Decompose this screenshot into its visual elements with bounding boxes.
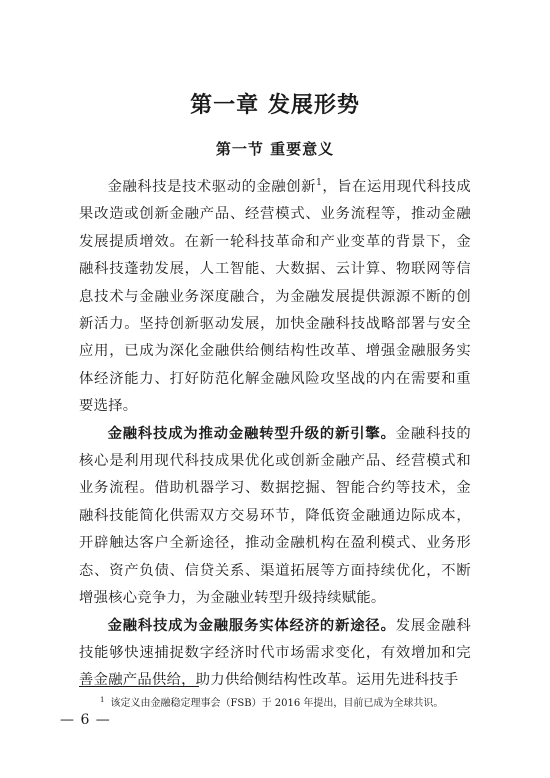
footnote-text: 该定义由金融稳定理事会（FSB）于 2016 年提出，目前已成为全球共识。 <box>110 698 444 709</box>
paragraph-3-lead: 金融科技成为金融服务实体经济的新途径。 <box>107 617 396 634</box>
chapter-title: 第一章 发展形势 <box>190 93 360 118</box>
paragraph-1 <box>79 174 471 421</box>
paragraph-2-text: 金融科技的核心是利用现代科技成果优化或创新金融产品、经营模式和业务流程。借助机器学习、数据挖掘、智能合约等技术，金融科技能简化供需双方交易环节，降低资金融通边际成本，开辟触达客户全新途径，推动金融机构在盈利模式、业务形态、资产负债、信贷关系、渠道拓展等方面持续优化，不断增强核心竞争力，为金融业转型升级持续赋能。 <box>79 425 472 607</box>
body-text <box>79 174 471 695</box>
section-title: 第一节 重要意义 <box>215 140 335 158</box>
footnote-marker: 1 <box>100 695 105 704</box>
footnote <box>100 697 500 711</box>
footnote-ref[interactable]: 1 <box>316 178 323 189</box>
paragraph-3 <box>79 613 471 695</box>
paragraph-3-text: 发展金融科技能够快速捕捉数字经济时代市场需求变化，有效增加和完善金融产品供给，助力供给侧结构性改革。运用先进科技手 <box>79 617 472 689</box>
paragraph-1-text: ，旨在运用现代科技成果改造或创新金融产品、经营模式、业务流程等，推动金融发展提质增效。在新一轮科技革命和产业变革的背景下，金融科技蓬勃发展，人工智能、大数据、云计算、物联网等信息技术与金融业务深度融合，为金融发展提供源源不断的创新活力。坚持创新驱动发展，加快金融科技战略部署与安全应用，已成为深化金融供给侧结构性改革、增强金融服务实体经济能力、打好防范化解金融风险攻坚战的内在需要和重要选择。 <box>79 179 471 415</box>
paragraph-2-lead: 金融科技成为推动金融转型升级的新引擎。 <box>107 425 396 442</box>
paragraph-2 <box>79 421 471 613</box>
page-number: — 6 — <box>60 712 111 728</box>
paragraph-1-text-start: 金融科技是技术驱动的金融创新 <box>107 179 317 195</box>
footnote-divider <box>79 686 199 687</box>
